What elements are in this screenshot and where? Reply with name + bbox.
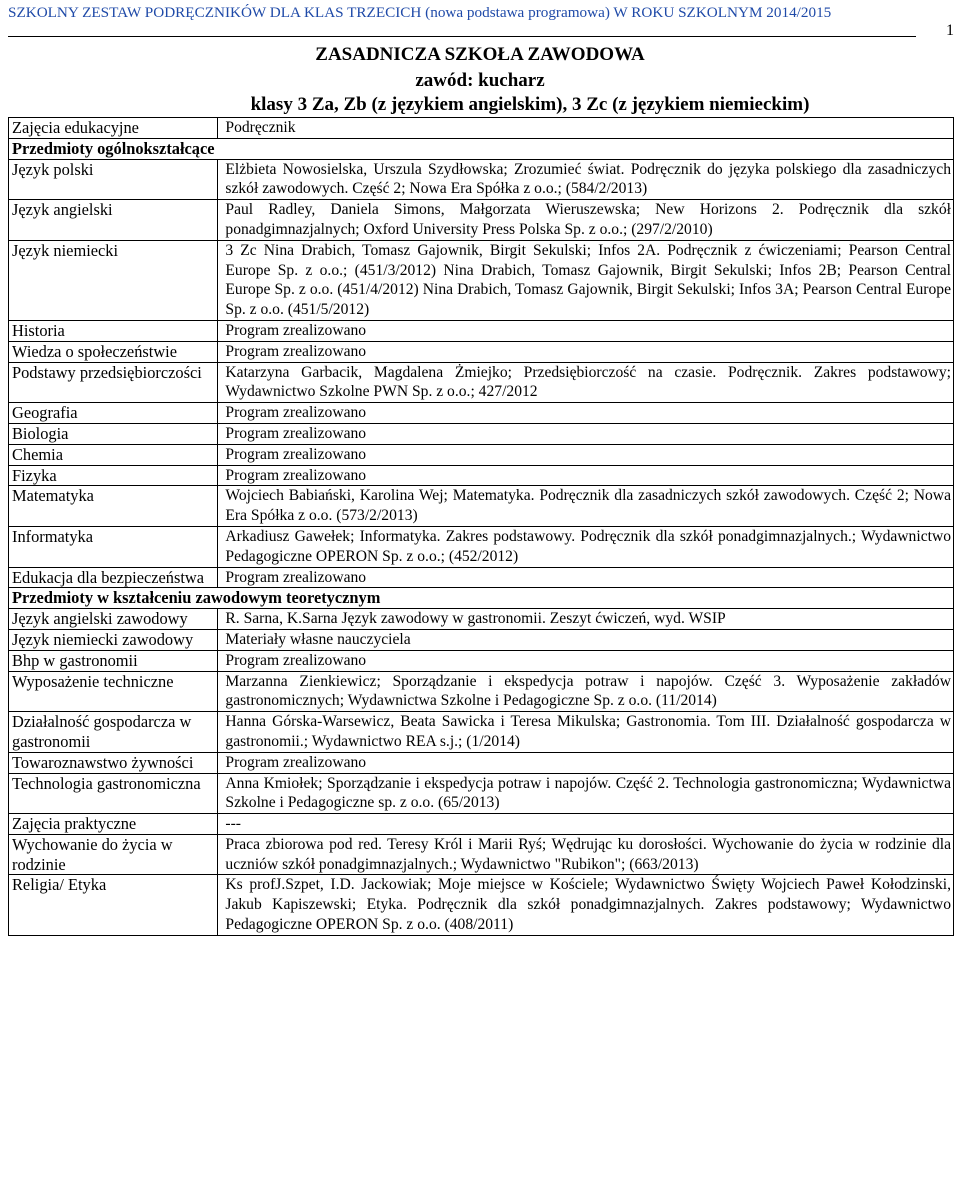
- textbook-cell: Arkadiusz Gawełek; Informatyka. Zakres podstawowy. Podręcznik dla szkół ponadgimnazjalnych.; Wydawnictwo Pedagogiczne OPERON Sp. z o.o.; (452/2012): [218, 526, 954, 567]
- textbook-cell: R. Sarna, K.Sarna Język zawodowy w gastronomii. Zeszyt ćwiczeń, wyd. WSIP: [218, 609, 954, 630]
- table-row: [9, 834, 954, 875]
- classes-title: klasy 3 Za, Zb (z językiem angielskim), 3 Zc (z językiem niemieckim): [250, 94, 810, 115]
- textbook-cell: Wojciech Babiański, Karolina Wej; Matematyka. Podręcznik dla zasadniczych szkół zawodowych. Część 2; Nowa Era Spółka z o.o. (573/2/2013): [218, 486, 954, 527]
- section-row-general: [9, 138, 954, 159]
- subject-cell: Bhp w gastronomii: [9, 650, 218, 671]
- textbook-table: [8, 117, 954, 936]
- subject-cell: Religia/ Etyka: [9, 875, 218, 935]
- textbook-cell: Program zrealizowano: [218, 465, 954, 486]
- table-row: [9, 159, 954, 200]
- header-cell-book: Podręcznik: [218, 118, 954, 139]
- textbook-cell: Program zrealizowano: [218, 444, 954, 465]
- subject-cell: Język niemiecki zawodowy: [9, 629, 218, 650]
- subject-cell: Geografia: [9, 403, 218, 424]
- running-header: SZKOLNY ZESTAW PODRĘCZNIKÓW DLA KLAS TRZECICH (nowa podstawa programowa) W ROKU SZKOLNYM 2014/2015: [8, 4, 832, 21]
- section-row-vocational: [9, 588, 954, 609]
- table-row: [9, 486, 954, 527]
- textbook-cell: Program zrealizowano: [218, 423, 954, 444]
- table-row: [9, 341, 954, 362]
- table-row: [9, 444, 954, 465]
- textbook-cell: ---: [218, 814, 954, 835]
- table-row: [9, 650, 954, 671]
- subject-cell: Język angielski zawodowy: [9, 609, 218, 630]
- textbook-cell: Paul Radley, Daniela Simons, Małgorzata Wieruszewska; New Horizons 2. Podręcznik dla szkół ponadgimnazjalnych; Oxford University Press Polska Sp. z o.o.; (297/2/2010): [218, 200, 954, 241]
- header-cell-subject: Zajęcia edukacyjne: [9, 118, 218, 139]
- header-rule: [8, 36, 916, 37]
- subject-cell: Wychowanie do życia w rodzinie: [9, 834, 218, 875]
- textbook-cell: 3 Zc Nina Drabich, Tomasz Gajownik, Birgit Sekulski; Infos 2A. Podręcznik z ćwiczeniami; Pearson Central Europe Sp. z o.o.; (451/3/2012) Nina Drabich, Tomasz Gajownik, Birgit Sekulski; Infos 2B; Pearson Central Europe Sp. z o.o. (451/4/2012) Nina Drabich, Tomasz Gajownik, Birgit Sekulski; Infos 3A; Pearson Central Europe Sp. z o.o. (451/5/2012): [218, 240, 954, 320]
- textbook-cell: Ks profJ.Szpet, I.D. Jackowiak; Moje miejsce w Kościele; Wydawnictwo Święty Wojciech Paweł Kołodzinski, Jakub Kapiszewski; Etyka. Podręcznik dla szkół ponadgimnazjalnych. Zakres podstawowy; Wydawnictwo Pedagogiczne OPERON Sp. z o.o. (408/2011): [218, 875, 954, 935]
- subject-cell: Działalność gospodarcza w gastronomii: [9, 712, 218, 753]
- table-row: [9, 609, 954, 630]
- subject-cell: Historia: [9, 320, 218, 341]
- subject-cell: Zajęcia praktyczne: [9, 814, 218, 835]
- subject-cell: Podstawy przedsiębiorczości: [9, 362, 218, 403]
- subject-cell: Język niemiecki: [9, 240, 218, 320]
- table-row: [9, 814, 954, 835]
- textbook-cell: Praca zbiorowa pod red. Teresy Król i Marii Ryś; Wędrując ku dorosłości. Wychowanie do życia w rodzinie dla uczniów szkół ponadgimnazjalnych.; Wydawnictwo "Rubikon"; (663/2013): [218, 834, 954, 875]
- table-row: [9, 362, 954, 403]
- table-row: [9, 526, 954, 567]
- textbook-cell: Elżbieta Nowosielska, Urszula Szydłowska; Zrozumieć świat. Podręcznik do języka polskiego dla zasadniczych szkół zawodowych. Część 2; Nowa Era Spółka z o.o.; (584/2/2013): [218, 159, 954, 200]
- table-row: [9, 875, 954, 935]
- subject-cell: Fizyka: [9, 465, 218, 486]
- subject-cell: Technologia gastronomiczna: [9, 773, 218, 814]
- textbook-cell: Katarzyna Garbacik, Magdalena Żmiejko; Przedsiębiorczość na czasie. Podręcznik. Zakres podstawowy; Wydawnictwo Szkolne PWN Sp. z o.o.; 427/2012: [218, 362, 954, 403]
- subject-cell: Język angielski: [9, 200, 218, 241]
- section-title-vocational: Przedmioty w kształceniu zawodowym teoretycznym: [9, 588, 954, 609]
- table-row: [9, 773, 954, 814]
- table-row: [9, 629, 954, 650]
- table-row: [9, 465, 954, 486]
- subject-cell: Wiedza o społeczeństwie: [9, 341, 218, 362]
- subject-cell: Matematyka: [9, 486, 218, 527]
- table-row: [9, 320, 954, 341]
- textbook-cell: Program zrealizowano: [218, 650, 954, 671]
- section-title-general: Przedmioty ogólnokształcące: [9, 138, 954, 159]
- table-row: [9, 567, 954, 588]
- textbook-cell: Anna Kmiołek; Sporządzanie i ekspedycja potraw i napojów. Część 2. Technologia gastronomiczna; Wydawnictwa Szkolne i Pedagogiczne sp. z o.o. (65/2013): [218, 773, 954, 814]
- subject-cell: Chemia: [9, 444, 218, 465]
- table-row: [9, 403, 954, 424]
- table-row: [9, 671, 954, 712]
- page-number: 1: [946, 22, 954, 39]
- subject-cell: Biologia: [9, 423, 218, 444]
- textbook-cell: Program zrealizowano: [218, 320, 954, 341]
- textbook-cell: Materiały własne nauczyciela: [218, 629, 954, 650]
- table-row: [9, 423, 954, 444]
- textbook-cell: Program zrealizowano: [218, 403, 954, 424]
- school-title: ZASADNICZA SZKOŁA ZAWODOWA: [315, 44, 645, 65]
- table-header-row: [9, 118, 954, 139]
- subject-cell: Język polski: [9, 159, 218, 200]
- subject-cell: Wyposażenie techniczne: [9, 671, 218, 712]
- textbook-cell: Program zrealizowano: [218, 567, 954, 588]
- textbook-cell: Hanna Górska-Warsewicz, Beata Sawicka i Teresa Mikulska; Gastronomia. Tom III. Działalność gospodarcza w gastronomii.; Wydawnictwo REA s.j.; (1/2014): [218, 712, 954, 753]
- subject-cell: Informatyka: [9, 526, 218, 567]
- subject-cell: Towaroznawstwo żywności: [9, 752, 218, 773]
- subject-cell: Edukacja dla bezpieczeństwa: [9, 567, 218, 588]
- table-row: [9, 240, 954, 320]
- textbook-cell: Marzanna Zienkiewicz; Sporządzanie i ekspedycja potraw i napojów. Część 3. Wyposażenie zakładów gastronomicznych; Wydawnictwa Szkolne i Pedagogiczne Sp. z o.o. (11/2014): [218, 671, 954, 712]
- table-row: [9, 752, 954, 773]
- table-row: [9, 200, 954, 241]
- textbook-cell: Program zrealizowano: [218, 341, 954, 362]
- table-row: [9, 712, 954, 753]
- profession-title: zawód: kucharz: [415, 70, 545, 91]
- textbook-cell: Program zrealizowano: [218, 752, 954, 773]
